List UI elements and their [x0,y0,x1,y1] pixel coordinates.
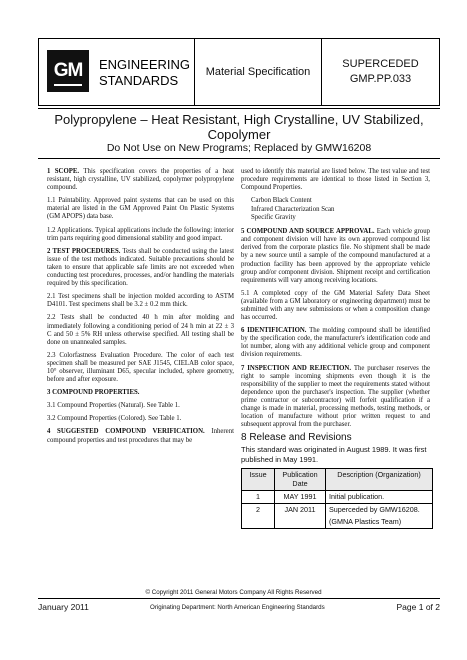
section-5-text: Each vehicle group and component division will have its own approved compound list derived from the corporate plastics file. No shipment shall be made by a new source until a sample of the compound manufactured at a production facility has been approved by the appropriate vehicle group and/or component division. Shipment receipt and certification requirements will vary among receiving locations. [241,228,430,284]
release-text: This standard was originated in August 1989. It was first published in May 1991. [241,445,427,464]
gm-logo-text: GM [53,60,83,81]
title-rule-top [38,108,440,109]
footer-origin: Originating Department: North American Engineering Standards [150,604,325,611]
section-3-1: 3.1 Compound Properties (Natural). See Table 1. [47,402,180,410]
section-3-2: 3.2 Compound Properties (Colored). See Table 1. [47,415,182,423]
eng-line2: STANDARDS [99,73,179,88]
section-1-2: 1.2 Applications. Typical applications include the following: interior trim parts requiring good dimensional stability and good impact. [47,226,234,242]
cell-issue: 1 [242,490,275,503]
col-issue: Issue [242,469,275,490]
eng-line1: ENGINEERING [99,57,191,72]
section-2-2: 2.2 Tests shall be conducted 40 h min after molding and immediately following a conditioning period of 24 h min at 22 ± 3 C and 50 ± 5% RH unless otherwise specified. All testing shall be done on unannealed samples. [47,314,234,346]
cell-description-line1: Superceded by GMW16208. [329,504,420,514]
release-heading: 8 Release and Revisions [241,432,352,444]
section-6-heading: 6 IDENTIFICATION. [241,327,307,335]
section-2-1: 2.1 Test specimens shall be injection molded according to ASTM D4101. Test specimens shall be 3.2 ± 0.2 mm thick. [47,293,234,309]
gm-logo-underline [54,84,82,86]
document-subtitle: Do Not Use on New Programs; Replaced by GMW16208 [106,142,372,154]
title-line1: Polypropylene – Heat Resistant, High Crystalline, UV Stabilized, [54,112,424,127]
section-1-heading: 1 SCOPE. [47,168,80,175]
verification-list [251,197,430,222]
section-4-continued: used to identify this material are listed below. The test value and test procedure requirements are identical to those listed in Section 3, Compound Properties. [241,168,430,192]
list-item: Infrared Characterization Scan [251,205,335,213]
document-title [38,112,440,142]
engineering-standards-label [99,57,194,105]
copyright: © Copyright 2011 General Motors Company All Rights Reserved [145,589,322,596]
section-5 [241,228,430,285]
cell-date: MAY 1991 [275,490,326,503]
list-item: Carbon Black Content [251,197,312,205]
table-row [242,503,433,528]
header-box [38,38,440,106]
spec-status [322,39,439,105]
section-2 [47,248,234,288]
spec-type: Material Specification [205,66,311,78]
section-6 [241,327,430,359]
cell-description [326,503,433,528]
cell-description: Initial publication. [326,490,433,503]
section-6-text: The molding compound shall be identified by the specification code, the manufacturer's identification code and lot number, along with any additional vehicle group and component division requirements. [241,327,431,359]
section-1 [47,168,234,192]
title-rule-bottom [38,158,440,159]
spec-number: GMP.PP.033 [349,73,412,85]
superceded-label: SUPERCEDED [342,58,419,70]
revision-table [241,468,433,528]
section-4-text: Inherent compound properties and test procedures that may be [47,428,234,444]
section-3-heading: 3 COMPOUND PROPERTIES. [47,389,140,397]
cell-issue: 2 [242,503,275,528]
footer-date: January 2011 [38,602,89,612]
list-item: Specific Gravity [251,213,296,221]
footer-rule [38,598,440,599]
cell-date: JAN 2011 [275,503,326,528]
col-date: Publication Date [275,469,326,490]
section-1-text: This specification covers the properties of a heat resistant, high crystalline, UV stabilized, copolymer polypropylene compound. [47,168,234,192]
section-1-1: 1.1 Paintability. Approved paint systems that can be used on this material are listed in the GM Approved Paint On Plastic Systems (GM APOPS) data base. [47,197,234,221]
right-column [241,168,430,529]
gm-logo [47,50,89,92]
section-5-1: 5.1 A completed copy of the GM Material Safety Data Sheet (available from a GM laboratory or engineering department) must be submitted with any new submissions or when a composition change has occurred. [241,289,430,322]
section-2-3: 2.3 Colorfastness Evaluation Procedure. The color of each test specimen shall be measured per SAE J1545, CIELAB color space, 10° observer, illuminant D65, specular included, sphere geometry, before and after exposure. [47,351,234,384]
cell-description-line2: (GMNA Plastics Team) [329,516,402,526]
section-2-heading: 2 TEST PROCEDURES. [47,247,121,255]
left-column [47,168,234,450]
title-line2: Copolymer [207,127,271,142]
section-7 [241,365,430,430]
section-5-heading: 5 COMPOUND AND SOURCE APPROVAL. [241,228,375,236]
col-description: Description (Organization) [326,469,433,490]
section-7-heading: 7 INSPECTION AND REJECTION. [241,364,352,372]
table-header-row [242,469,433,490]
footer-page: Page 1 of 2 [396,602,440,612]
table-row [242,490,433,503]
section-2-text: Tests shall be conducted using the latest issue of the test methods indicated. Suitable precautions should be taken to ensure that applicable safe limits are not exceeded when conducting test procedures, processes, and/or handling the materials required by this specification. [47,247,234,288]
section-4 [47,428,234,444]
section-4-heading: 4 SUGGESTED COMPOUND VERIFICATION. [47,428,205,436]
section-7-text: The purchaser reserves the right to sample incoming shipments even though it is the responsibility of the supplier to meet the requirements stated without dependence upon the purchaser's inspection. The supplier (whether prime contractor or subcontractor) will forfeit qualification if a change is made in material, processing methods, testing methods, or location of manufacture without prior written request to and subsequent approval from the purchaser. [241,364,430,429]
